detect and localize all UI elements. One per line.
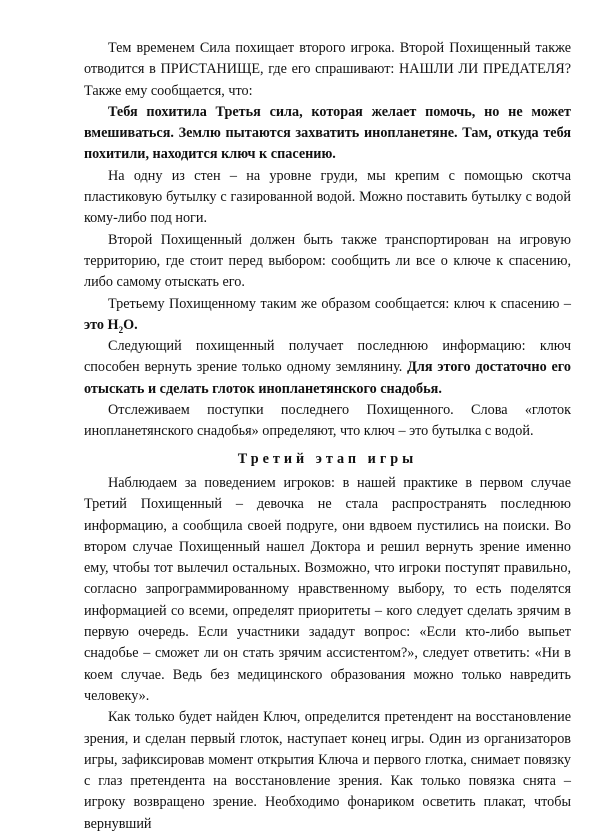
paragraph-6-bold: Для этого достаточно его отыскать и сделать глоток инопланетянского снадобья. (84, 359, 571, 397)
paragraph-8: Наблюдаем за поведением игроков: в нашей практике в первом случае Третий Похищенный – девочка не стала распространять последнюю информацию, а сообщила своей подруге, они вдвоем пустились на поиски. Во втором случае Похищенный нашел Доктора и решил вернуть зрение именно ему, чтобы тот вылечил остальных. Возможно, что игроки поступят правильно, согласно запрограммированному нравственному выбору, то есть поделятся информацией со всеми, определят приоритеты – кого следует сделать зрячим в первую очередь. Если участники зададут вопрос: «Если кто-либо выпьет снадобье – сможет ли он стать зрячим ассистентом?», следует ответить: «Ни в коем случае. Ведь без медицинского образования можно только навредить человеку». (84, 474, 571, 704)
paragraph-7: Отслеживаем поступки последнего Похищенного. Слова «глоток инопланетянского снадобья» определяют, что ключ – это бутылка с водой. (84, 402, 571, 440)
paragraph-2-message: Тебя похитила Третья сила, которая желает помочь, но не может вмешиваться. Землю пытаются захватить инопланетяне. Там, откуда тебя похитили, находится ключ к спасению. (84, 103, 571, 163)
section-heading: Третий этап игры (237, 450, 418, 467)
paragraph-5 (84, 294, 571, 337)
paragraph-6-text: Следующий похищенный получает последнюю информацию: ключ способен вернуть зрение только одному землянину. (84, 338, 571, 376)
formula-subscript: 2 (118, 324, 124, 335)
paragraph-6 (84, 336, 571, 400)
formula-part-b: O. (123, 316, 138, 333)
paragraph-4: Второй Похищенный должен быть также транспортирован на игровую территорию, где стоит перед выбором: сообщить ли все о ключе к спасению, либо самому отыскать его. (84, 231, 571, 291)
paragraph-3: На одну из стен – на уровне груди, мы крепим с помощью скотча пластиковую бутылку с газированной водой. Можно поставить бутылку с водой кому-либо под ноги. (84, 167, 571, 227)
document-page (84, 38, 571, 835)
paragraph-9: Как только будет найден Ключ, определится претендент на восстановление зрения, и сделан первый глоток, наступает конец игры. Один из организаторов игры, зафиксировав момент открытия Ключа и первого глотка, снимает повязку с глаз претендента на восстановление зрения. Как только повязка снята – игроку возвращено зрение. Необходимо фонариком осветить плакат, чтобы вернувший (84, 709, 571, 832)
formula-part-a: это H (84, 316, 119, 333)
paragraph-5-text: Третьему Похищенному таким же образом сообщается: ключ к спасению – (108, 295, 571, 312)
paragraph-1: Тем временем Сила похищает второго игрока. Второй Похищенный также отводится в ПРИСТАНИЩЕ, где его спрашивают: НАШЛИ ЛИ ПРЕДАТЕЛЯ? Также ему сообщается, что: (84, 40, 571, 99)
